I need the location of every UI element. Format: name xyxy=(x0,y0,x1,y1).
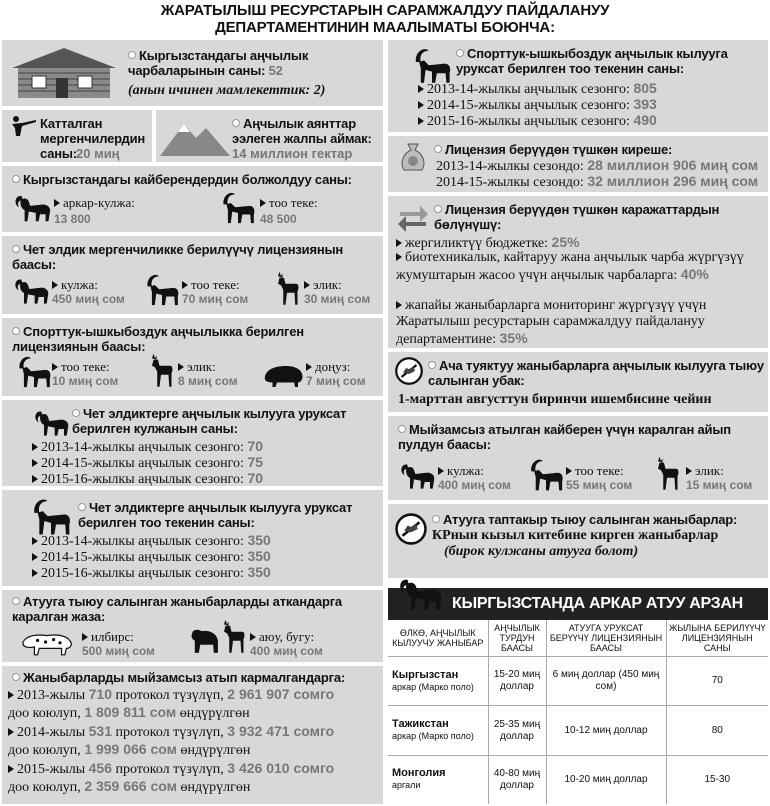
area-box xyxy=(156,110,383,162)
foreign-license-argali xyxy=(52,278,98,292)
table-cell-country xyxy=(388,657,488,706)
title-line-2: ДЕПАРТАМЕНТИНИН МААЛЫМАТЫ БОЮНЧА: xyxy=(215,19,555,36)
ban-period-header xyxy=(428,358,764,388)
illegal-text2-3: доо коюлуп, xyxy=(8,780,81,795)
foreign-ibex-value-1: 350 xyxy=(247,532,271,548)
banned-animals-label: Атууга таптакыр тыюу салынган жаныбарлар: xyxy=(443,512,738,527)
illegal-fine-ibex-value: 55 миң сом xyxy=(566,478,633,492)
bullet-arrow-icon xyxy=(32,459,38,467)
illegal-fine-3: 3 426 010 сомго xyxy=(227,760,335,776)
bullet-dot-icon xyxy=(398,425,406,433)
foreign-license-ibex xyxy=(182,278,240,292)
hunters-box xyxy=(2,110,152,162)
hunters-label: Катталган мергенчилердин саны: xyxy=(40,116,146,161)
bullet-arrow-icon xyxy=(418,117,424,125)
banned-animals-value: КРнын кызыл китебине кирген жаныбарлар xyxy=(432,528,719,543)
foreign-argali-season-1: 2013-14-жылкы аңчылык сезонго: xyxy=(41,440,244,455)
protected-fine-leopard-name: илбирс: xyxy=(91,629,134,644)
table-header-count: ЖЫЛЫНА БЕРИЛҮҮЧҮ ЛИЦЕНЗИЯНЫН САНЫ xyxy=(666,620,768,657)
bullet-dot-icon xyxy=(434,145,442,153)
sport-license-roe-value: 8 миң сом xyxy=(178,374,238,388)
foreign-argali-row-3 xyxy=(32,470,263,486)
bullet-arrow-icon xyxy=(8,691,14,699)
illegal-year-2: 2014-жылы xyxy=(17,725,86,740)
population-item-argali xyxy=(54,196,135,210)
sport-ibex-value-2: 393 xyxy=(633,96,657,112)
bullet-arrow-icon xyxy=(32,569,38,577)
bullet-arrow-icon xyxy=(52,363,58,371)
foreign-ibex-season-2: 2014-15-жылкы аңчылык сезонго: xyxy=(41,550,244,565)
no-hunting-icon xyxy=(394,356,424,386)
protected-fine-bear-name: аюу, бугу: xyxy=(259,629,315,644)
table-cell-license: 10-20 миң доллар xyxy=(546,755,666,804)
area-value: 14 миллион гектар xyxy=(232,146,353,161)
bullet-dot-icon xyxy=(72,409,80,417)
banned-animals-box xyxy=(388,504,768,578)
comparison-table xyxy=(388,620,768,804)
illegal-hunting-row-1 xyxy=(8,686,380,722)
illegal-fine-roe xyxy=(686,464,724,478)
illegal-count-3: 456 xyxy=(88,760,112,776)
foreign-ibex-header xyxy=(78,500,378,530)
foreign-ibex-row-3 xyxy=(32,564,271,582)
illegal-fine-ibex xyxy=(566,464,624,478)
sport-license-ibex xyxy=(52,360,110,374)
country-name: Монголия xyxy=(392,767,446,780)
distribution-box xyxy=(388,196,768,348)
bullet-arrow-icon xyxy=(82,633,88,641)
country-name: Кыргызстан xyxy=(392,668,459,681)
distribution-text-3: жапайы жаныбарларга мониторинг жүргүзүү үчүн Жаратылыш ресурстарын сарамжалдуу пайдалануу департаментине: xyxy=(396,298,707,347)
ban-period-value: 1-марттан августтун биринчи ишембисине чейин xyxy=(398,392,712,407)
bullet-arrow-icon xyxy=(32,537,38,545)
distribution-item-2 xyxy=(396,250,762,284)
bullet-dot-icon xyxy=(232,119,240,127)
sport-ibex-value-3: 490 xyxy=(633,112,657,128)
bullet-dot-icon xyxy=(434,205,442,213)
banned-animals-note: (бирок кулжаны атууга болот) xyxy=(444,544,639,559)
illegal-hunting-row-3 xyxy=(8,760,380,796)
sport-ibex-value-1: 805 xyxy=(633,80,657,96)
hunting-farms-value: 52 xyxy=(268,63,283,78)
bullet-arrow-icon xyxy=(566,467,572,475)
hunter-icon xyxy=(8,114,38,136)
population-ibex-value: 48 500 xyxy=(260,212,297,226)
protected-fine-label: Атууга тыюу салынган жаныбарларды аткандарга каралган жаза: xyxy=(12,594,342,624)
bullet-arrow-icon xyxy=(396,301,402,309)
bullet-arrow-icon xyxy=(304,281,310,289)
table-header-country: ӨЛКӨ, АҢЧЫЛЫК КЫЛУУЧУ ЖАНЫБАР xyxy=(392,628,484,648)
bullet-arrow-icon xyxy=(8,765,14,773)
sport-license-ibex-value: 10 миң сом xyxy=(52,374,119,388)
ban-period-box xyxy=(388,352,768,412)
foreign-ibex-box xyxy=(2,490,383,586)
sport-license-label: Спорттук-ышкыбоздук аңчылыкка берилген лицензиянын баасы: xyxy=(12,324,304,354)
license-income-value-1: 28 миллион 906 миң сом xyxy=(587,157,759,173)
protected-fine-leopard xyxy=(82,630,134,644)
title-line-1: ЖАРАТЫЛЫШ РЕСУРСТАРЫН САРАМЖАЛДУУ ПАЙДАЛАНУУ xyxy=(160,2,610,19)
bullet-arrow-icon xyxy=(32,443,38,451)
table-cell-license: 10-12 миң доллар xyxy=(546,706,666,755)
foreign-ibex-season-3: 2015-16-жылкы аңчылык сезонго: xyxy=(41,566,244,581)
house-icon xyxy=(8,46,120,100)
ban-period-label: Ача туяктуу жаныбарларга аңчылык кылууга тыюу салынган убак: xyxy=(428,358,764,388)
illegal-fine-argali-name: кулжа: xyxy=(447,463,484,478)
illegal-year-3: 2015-жылы xyxy=(17,762,86,777)
illegal-paid-2: 1 999 066 сом xyxy=(84,741,177,757)
table-cell-count: 70 xyxy=(666,657,768,706)
illegal-fine-roe-name: элик: xyxy=(695,463,724,478)
transfer-arrows-icon xyxy=(396,202,430,232)
license-income-season-2: 2014-15-жылкы сезондо: xyxy=(436,175,584,190)
bullet-arrow-icon xyxy=(178,363,184,371)
illegal-text3-3: өндүрүлгөн xyxy=(180,780,251,795)
table-cell-tour: 15-20 миң доллар xyxy=(488,657,546,706)
bullet-dot-icon xyxy=(12,597,20,605)
sport-license-header xyxy=(12,324,372,354)
foreign-license-roe-value: 30 миң сом xyxy=(304,292,371,306)
sport-license-box xyxy=(2,318,383,396)
distribution-value-3: 35% xyxy=(499,330,528,346)
population-argali-name: аркар-кулжа: xyxy=(63,195,135,210)
foreign-argali-box xyxy=(2,400,383,486)
protected-fine-leopard-value: 500 миң сом xyxy=(82,644,155,658)
illegal-paid-1: 1 809 811 сом xyxy=(84,704,177,720)
banned-animals-header xyxy=(432,512,737,527)
boar-icon xyxy=(260,360,306,390)
comparison-banner-title: КЫРГЫЗСТАНДА АРКАР АТУУ АРЗАН xyxy=(452,595,743,612)
sport-ibex-box xyxy=(388,40,768,132)
hunting-farms-label: Кыргызстандагы аңчылык чарбаларынын саны: xyxy=(128,48,309,78)
table-cell-country xyxy=(388,706,488,755)
table-cell-tour: 25-35 миң доллар xyxy=(488,706,546,755)
foreign-argali-label: Чет элдиктерге аңчылык кылууга уруксат берилген кулжанын саны: xyxy=(72,406,347,436)
protected-fine-bear-value: 400 миң сом xyxy=(250,644,323,658)
illegal-text1-1: протокол түзүлүп, xyxy=(115,688,224,703)
population-item-ibex xyxy=(260,196,318,210)
foreign-license-ibex-value: 70 миң сом xyxy=(182,292,249,306)
bullet-dot-icon xyxy=(456,49,464,57)
bullet-arrow-icon xyxy=(32,553,38,561)
argali-icon xyxy=(398,458,438,494)
bullet-dot-icon xyxy=(128,51,136,59)
sport-ibex-season-1: 2013-14-жылкы аңчылык сезонго: xyxy=(427,82,630,97)
bullet-dot-icon xyxy=(432,515,440,523)
foreign-argali-header xyxy=(72,406,372,436)
license-income-season-1: 2013-14-жылкы сезондо: xyxy=(436,159,584,174)
table-cell-tour: 40-80 миң доллар xyxy=(488,755,546,804)
bullet-arrow-icon xyxy=(396,239,402,247)
license-income-header xyxy=(434,142,672,157)
sport-ibex-season-2: 2014-15-жылкы аңчылык сезонго: xyxy=(427,98,630,113)
bullet-arrow-icon xyxy=(438,467,444,475)
bullet-dot-icon xyxy=(12,175,20,183)
table-header-tour: АҢЧЫЛЫК ТУРДУН БААСЫ xyxy=(488,620,546,657)
protected-fine-header xyxy=(12,594,372,624)
population-header xyxy=(12,172,352,187)
argali-icon xyxy=(12,274,52,308)
illegal-count-1: 710 xyxy=(88,686,112,702)
comparison-banner xyxy=(388,588,768,620)
hunters-value: 20 миң xyxy=(76,146,120,161)
illegal-hunting-header xyxy=(12,670,345,685)
bullet-arrow-icon xyxy=(52,281,58,289)
distribution-text-1: жергиликтүү бюджетке: xyxy=(405,236,549,251)
hunting-farms-box xyxy=(2,40,383,106)
hunting-farms-note: (анын ичинен мамлекеттик: 2) xyxy=(128,83,326,98)
bullet-arrow-icon xyxy=(418,85,424,93)
illegal-fine-box xyxy=(388,416,768,500)
population-ibex-name: тоо теке: xyxy=(269,195,318,210)
ibex-icon xyxy=(216,190,260,226)
ibex-icon xyxy=(140,272,184,308)
sport-license-boar-name: доңуз: xyxy=(315,359,351,374)
illegal-hunting-box xyxy=(2,666,383,804)
foreign-argali-season-2: 2014-15-жылкы аңчылык сезонго: xyxy=(41,456,244,471)
foreign-ibex-value-2: 350 xyxy=(247,548,271,564)
illegal-paid-3: 2 359 666 сом xyxy=(84,778,177,794)
bullet-arrow-icon xyxy=(306,363,312,371)
sport-ibex-row-3 xyxy=(418,112,657,130)
population-argali-value: 13 800 xyxy=(54,212,91,226)
protected-fine-box xyxy=(2,590,383,662)
foreign-license-header xyxy=(12,242,372,272)
argali-icon xyxy=(12,190,54,226)
illegal-text2-1: доо коюлуп, xyxy=(8,706,81,721)
foreign-license-roe xyxy=(304,278,342,292)
page-title xyxy=(0,2,770,36)
foreign-license-roe-name: элик: xyxy=(313,277,342,292)
table-cell-country xyxy=(388,755,488,804)
illegal-fine-roe-value: 15 миң сом xyxy=(686,478,753,492)
ibex-icon xyxy=(524,456,568,494)
bullet-arrow-icon xyxy=(8,728,14,736)
sport-ibex-header xyxy=(456,46,756,76)
illegal-fine-header xyxy=(398,422,758,452)
illegal-year-1: 2013-жылы xyxy=(17,688,86,703)
roe-deer-icon xyxy=(652,454,682,494)
illegal-fine-ibex-name: тоо теке: xyxy=(575,463,624,478)
table-cell-count: 15-30 xyxy=(666,755,768,804)
distribution-value-1: 25% xyxy=(551,234,580,250)
illegal-text3-2: өндүрүлгөн xyxy=(180,743,251,758)
population-box xyxy=(2,166,383,232)
foreign-license-argali-name: кулжа: xyxy=(61,277,98,292)
table-cell-license: 6 миң доллар (450 миң сом) xyxy=(546,657,666,706)
bear-icon xyxy=(188,622,222,658)
sport-ibex-label: Спорттук-ышкыбоздук аңчылык кылууга уруксат берилген тоо текенин саны: xyxy=(456,46,728,76)
bullet-arrow-icon xyxy=(260,199,266,207)
table-header-license: АТУУГА УРУКСАТ БЕРҮҮЧҮ ЛИЦЕНЗИЯНЫН БААСЫ xyxy=(546,620,666,657)
illegal-count-2: 531 xyxy=(88,723,112,739)
license-income-value-2: 32 миллион 296 миң сом xyxy=(587,173,759,189)
distribution-header xyxy=(434,202,754,232)
distribution-text-2: биотехникалык, кайтаруу жана аңчылык чарба жүргүзүү жумуштарын жасоо үчүн аңчылык чарбаларга: xyxy=(396,250,744,283)
illegal-text2-2: доо коюлуп, xyxy=(8,743,81,758)
table-header-row xyxy=(388,620,768,657)
roe-deer-icon xyxy=(272,270,302,308)
sport-license-roe-name: элик: xyxy=(187,359,216,374)
bullet-arrow-icon xyxy=(250,633,256,641)
illegal-fine-argali xyxy=(438,464,484,478)
foreign-license-ibex-name: тоо теке: xyxy=(191,277,240,292)
area-label: Аңчылык аянттар ээлеген жалпы аймак: xyxy=(232,116,372,146)
illegal-hunting-row-2 xyxy=(8,723,380,759)
bullet-arrow-icon xyxy=(32,475,38,483)
bullet-arrow-icon xyxy=(54,199,60,207)
bullet-dot-icon xyxy=(12,245,20,253)
money-bag-icon xyxy=(396,140,430,174)
distribution-item-3 xyxy=(396,298,762,348)
illegal-fine-argali-value: 400 миң сом xyxy=(438,478,511,492)
foreign-ibex-label: Чет элдиктерге аңчылык кылууга уруксат берилген тоо текенин саны: xyxy=(78,500,353,530)
license-income-label: Лицензия берүүдөн түшкөн киреше: xyxy=(445,142,673,157)
bullet-arrow-icon xyxy=(686,467,692,475)
sport-license-roe xyxy=(178,360,216,374)
bullet-arrow-icon xyxy=(418,101,424,109)
table-row xyxy=(388,706,768,755)
bullet-dot-icon xyxy=(12,673,20,681)
foreign-ibex-value-3: 350 xyxy=(247,564,271,580)
table-row xyxy=(388,657,768,706)
illegal-fine-2: 3 932 471 сомго xyxy=(227,723,335,739)
population-label: Кыргызстандагы кайберендердин болжолдуу саны: xyxy=(23,172,352,187)
distribution-label: Лицензия берүүдөн түшкөн каражаттардын бөлүнүшү: xyxy=(434,202,720,232)
argali-icon xyxy=(396,570,446,618)
ibex-icon xyxy=(12,354,56,390)
table-cell-count: 80 xyxy=(666,706,768,755)
deer-icon xyxy=(218,616,248,658)
sport-license-boar-value: 7 миң сом xyxy=(306,374,366,388)
foreign-license-box xyxy=(2,236,383,314)
foreign-argali-value-3: 70 xyxy=(247,470,264,486)
country-name: Тажикстан xyxy=(392,718,449,731)
sport-license-ibex-name: тоо теке: xyxy=(61,359,110,374)
sport-ibex-season-3: 2015-16-жылкы аңчылык сезонго: xyxy=(427,114,630,129)
illegal-fine-label: Мыйзамсыз атылган кайберен үчүн каралган айып пулдун баасы: xyxy=(398,422,731,452)
foreign-argali-value-2: 75 xyxy=(247,454,264,470)
illegal-hunting-label: Жаныбарларды мыйзамсыз атып кармалгандарга: xyxy=(23,670,346,685)
country-animal: аркар (Марко поло) xyxy=(392,731,474,742)
bullet-arrow-icon xyxy=(396,253,402,261)
foreign-argali-value-1: 70 xyxy=(247,438,264,454)
hunting-farms-text xyxy=(128,48,378,78)
area-text xyxy=(232,116,382,146)
illegal-text1-2: протокол түзүлүп, xyxy=(115,725,224,740)
mountain-icon xyxy=(160,116,230,156)
license-income-box xyxy=(388,136,768,192)
snow-leopard-icon xyxy=(18,626,78,658)
illegal-fine-1: 2 961 907 сомго xyxy=(227,686,335,702)
foreign-license-argali-value: 450 миң сом xyxy=(52,292,125,306)
foreign-license-label: Чет элдик мергенчиликке берилүүчү лицензиянын баасы: xyxy=(12,242,344,272)
bullet-dot-icon xyxy=(78,503,86,511)
distribution-value-2: 40% xyxy=(680,266,709,282)
no-hunting-icon xyxy=(394,512,428,546)
bullet-arrow-icon xyxy=(182,281,188,289)
country-animal: аргали xyxy=(392,780,421,791)
foreign-ibex-season-1: 2013-14-жылкы аңчылык сезонго: xyxy=(41,534,244,549)
protected-fine-bear xyxy=(250,630,314,644)
roe-deer-icon xyxy=(146,352,176,390)
sport-license-boar xyxy=(306,360,350,374)
license-income-row-2 xyxy=(436,173,758,191)
foreign-argali-season-3: 2015-16-жылкы аңчылык сезонго: xyxy=(41,472,244,486)
illegal-text3-1: өндүрүлгөн xyxy=(179,706,250,721)
country-animal: аркар (Марко поло) xyxy=(392,681,474,692)
bullet-dot-icon xyxy=(12,327,20,335)
bullet-dot-icon xyxy=(428,361,436,369)
illegal-text1-3: протокол түзүлүп, xyxy=(115,762,224,777)
table-row xyxy=(388,755,768,804)
argali-icon xyxy=(32,406,72,440)
